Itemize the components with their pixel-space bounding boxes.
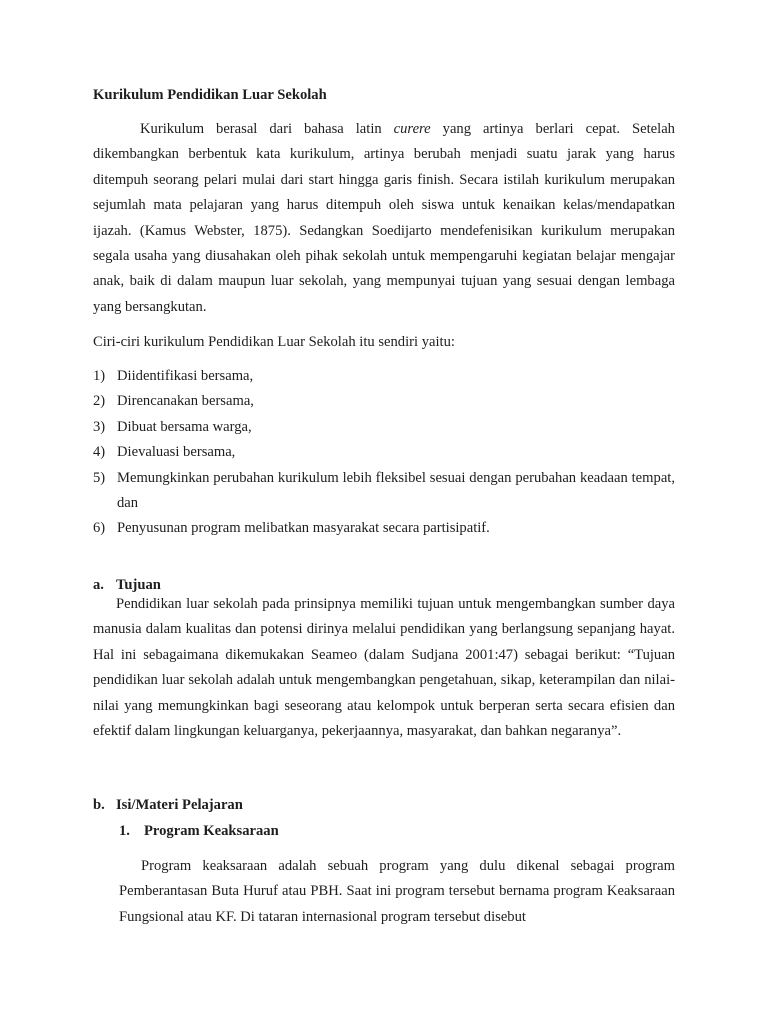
list-item-number: 1) xyxy=(93,368,106,384)
subsection-1-title: Program Keaksaraan xyxy=(144,823,279,839)
section-a-label: a. xyxy=(93,577,104,593)
list-item-text: Penyusunan program melibatkan masyarakat secara partisipatif. xyxy=(117,520,490,537)
list-item-number: 3) xyxy=(93,418,106,435)
subsection-1-heading xyxy=(119,823,279,840)
section-a-text: Pendidikan luar sekolah pada prinsipnya memiliki tujuan untuk mengembangkan sumber daya manusia dalam kualitas dan potensi dirinya melalui pendidikan yang berlangsung sepanjang hayat. Hal ini sebagaimana dikemukakan Seameo (dalam Sudjana 2001:47) sebagai berikut: “Tujuan pendidikan luar sekolah adalah untuk mengembangkan pengetahuan, sikap, keterampilan dan nilai-nilai yang memungkinkan bagi seseorang atau kelompok untuk berperan serta secara efisien dan efektif dalam lingkungan keluarganya, pekerjaannya, masyarakat, dan bahkan negaranya”. xyxy=(93,596,675,740)
subsection-1-label: 1. xyxy=(119,823,130,839)
list-item-number: 5) xyxy=(93,469,106,486)
intro-paragraph xyxy=(93,117,675,320)
list-item xyxy=(93,415,675,440)
document-title: Kurikulum Pendidikan Luar Sekolah xyxy=(93,87,327,103)
intro-text-start: Kurikulum berasal dari bahasa latin xyxy=(140,121,394,137)
list-item-text: Direncanakan bersama, xyxy=(117,393,254,410)
characteristics-intro: Ciri-ciri kurikulum Pendidikan Luar Sekolah itu sendiri yaitu: xyxy=(93,334,455,350)
list-item xyxy=(93,389,675,414)
list-item-number: 2) xyxy=(93,393,106,410)
section-b-label: b. xyxy=(93,797,105,813)
intro-italic-term: curere xyxy=(393,121,431,137)
list-item-text: Diidentifikasi bersama, xyxy=(117,368,254,384)
characteristics-list xyxy=(93,364,675,542)
list-item-text: Dievaluasi bersama, xyxy=(117,444,236,461)
section-b-title: Isi/Materi Pelajaran xyxy=(116,797,243,813)
section-a-title: Tujuan xyxy=(116,577,161,593)
subsection-1-paragraph xyxy=(119,854,675,930)
list-item xyxy=(93,440,675,465)
list-item-text: Dibuat bersama warga, xyxy=(117,418,252,435)
list-item xyxy=(93,516,675,541)
list-item xyxy=(93,364,675,389)
section-a-paragraph xyxy=(93,592,675,744)
intro-text-rest: yang artinya berlari cepat. Setelah dikembangkan berbentuk kata kurikulum, artinya berubah menjadi suatu jarak yang harus ditempuh seorang pelari mulai dari start hingga garis finish. Secara istilah kurikulum merupakan sejumlah mata pelajaran yang harus ditempuh oleh siswa untuk kenaikan kelas/mendapatkan ijazah. (Kamus Webster, 1875). Sedangkan Soedijarto mendefenisikan kurikulum merupakan segala usaha yang diusahakan oleh pihak sekolah untuk mempengaruhi kegiatan belajar mengajar anak, baik di dalam maupun luar sekolah, yang mempunyai tujuan yang sesuai dengan lembaga yang bersangkutan. xyxy=(93,121,675,315)
list-item-number: 6) xyxy=(93,520,106,537)
subsection-1-text: Program keaksaraan adalah sebuah program yang dulu dikenal sebagai program Pemberantasan Buta Huruf atau PBH. Saat ini program tersebut bernama program Keaksaraan Fungsional atau KF. Di tataran internasional program tersebut disebut xyxy=(119,858,675,925)
section-b-heading xyxy=(93,797,243,814)
list-item-text: Memungkinkan perubahan kurikulum lebih fleksibel sesuai dengan perubahan keadaan tempat, dan xyxy=(117,469,675,512)
list-item-number: 4) xyxy=(93,444,106,461)
list-item xyxy=(93,466,675,517)
